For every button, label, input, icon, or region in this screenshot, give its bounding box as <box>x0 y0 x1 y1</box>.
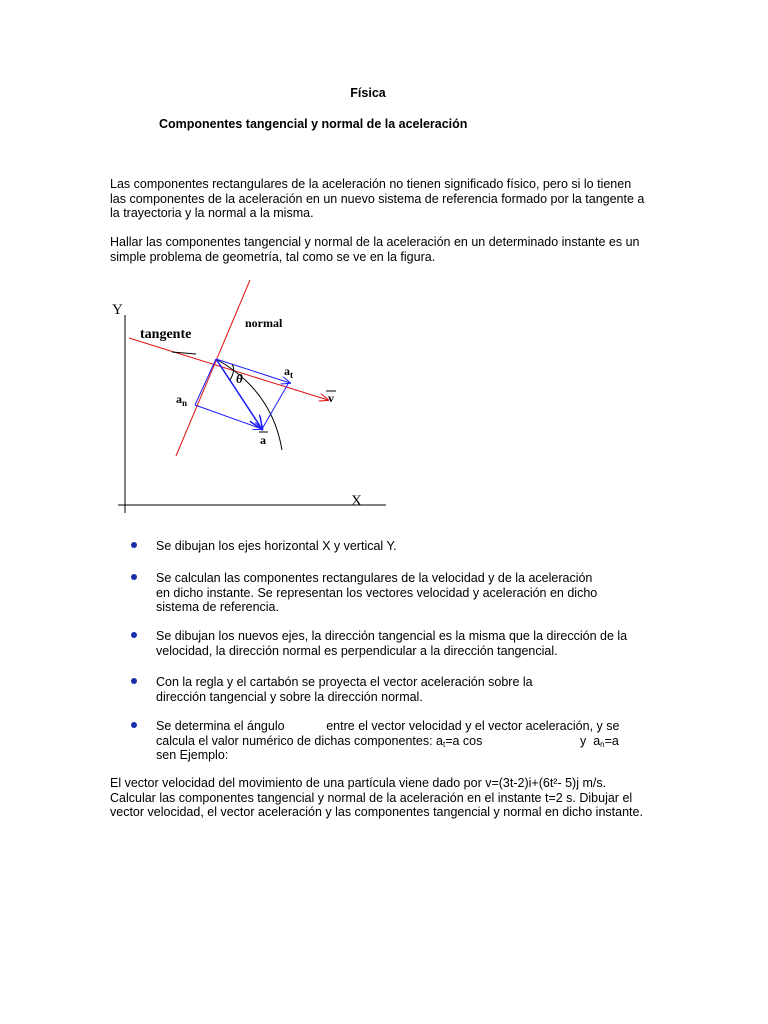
theta-label: θ <box>236 371 243 386</box>
velocity-direction <box>216 359 290 383</box>
intro-line: Las componentes rectangulares de la aceleración no tienen significado físico, pero si lo tienen <box>110 177 632 191</box>
projection-normal <box>195 405 262 429</box>
tangent-line <box>129 338 328 400</box>
list-item-text: Se dibujan los ejes horizontal X y vertical Y. <box>156 539 397 553</box>
projection-tangent <box>262 384 288 429</box>
v-label: v <box>328 391 334 405</box>
angle-arc <box>230 364 234 380</box>
bullet-icon <box>131 632 137 638</box>
y-axis-label: Y <box>112 302 123 318</box>
figure-intro-paragraph <box>110 235 670 264</box>
bullet-icon <box>131 542 137 548</box>
list-item-text: calcula el valor numérico de dichas componentes: $a_t=a$ cos <box>156 733 483 749</box>
normal-label: normal <box>245 316 283 330</box>
list-item-text: dirección tangencial y sobre la dirección normal. <box>156 689 423 704</box>
example-line: Calcular las componentes tangencial y normal de la aceleración en el instante t=2 s. Dibujar el <box>110 790 633 805</box>
bullet-icon <box>131 574 137 580</box>
a-label: a <box>260 433 266 447</box>
example-paragraph <box>110 776 670 820</box>
intro-line: las componentes de la aceleración en un nuevo sistema de referencia formado por la tangente a <box>110 191 645 206</box>
list-item-text: Se determina el ángulo entre el vector velocidad y el vector aceleración, y se <box>156 719 620 733</box>
list-item-text: velocidad, la dirección normal es perpendicular a la dirección tangencial. <box>156 643 558 658</box>
list-item-text: en dicho instante. Se representan los vectores velocidad y aceleración en dicho <box>156 585 598 600</box>
list-item-text: y $a_n=a$ <box>580 733 619 749</box>
list-item-text: Se dibujan los nuevos ejes, la dirección tangencial es la misma que la dirección de la <box>156 629 628 643</box>
tangente-label: tangente <box>140 327 192 342</box>
list-item-text: sistema de referencia. <box>156 600 279 614</box>
example-line: El vector velocidad del movimiento de una partícula viene dado por v=(3t-2)i+(6t²- 5)j m/s. <box>110 776 607 790</box>
acceleration-components-figure <box>0 270 400 520</box>
para-line: Hallar las componentes tangencial y normal de la aceleración en un determinado instante es un <box>110 235 640 249</box>
x-axis-label: X <box>351 493 362 509</box>
an-label: $a_n$ <box>176 392 188 408</box>
bullet-icon <box>131 678 137 684</box>
normal-line <box>176 280 250 456</box>
example-line: vector velocidad, el vector aceleración y las componentes tangencial y normal en dicho instante. <box>110 805 643 819</box>
list-item-text: Con la regla y el cartabón se proyecta el vector aceleración sobre la <box>156 675 533 689</box>
list-item-text: sen Ejemplo: <box>156 748 229 762</box>
section-subtitle: Componentes tangencial y normal de la aceleración <box>159 117 468 131</box>
acceleration-vector <box>216 359 262 429</box>
intro-paragraph <box>110 177 670 221</box>
at-label: $a_t$ <box>284 364 293 380</box>
trajectory-arc <box>216 359 282 450</box>
intro-line: la trayectoria y la normal a la misma. <box>110 206 314 220</box>
bullet-icon <box>131 722 137 728</box>
list-item-text: Se calculan las componentes rectangulares de la velocidad y de la aceleración <box>156 571 593 585</box>
normal-component <box>195 359 216 405</box>
para-line: simple problema de geometría, tal como se ve en la figura. <box>110 249 436 264</box>
page-title: Física <box>350 86 386 100</box>
